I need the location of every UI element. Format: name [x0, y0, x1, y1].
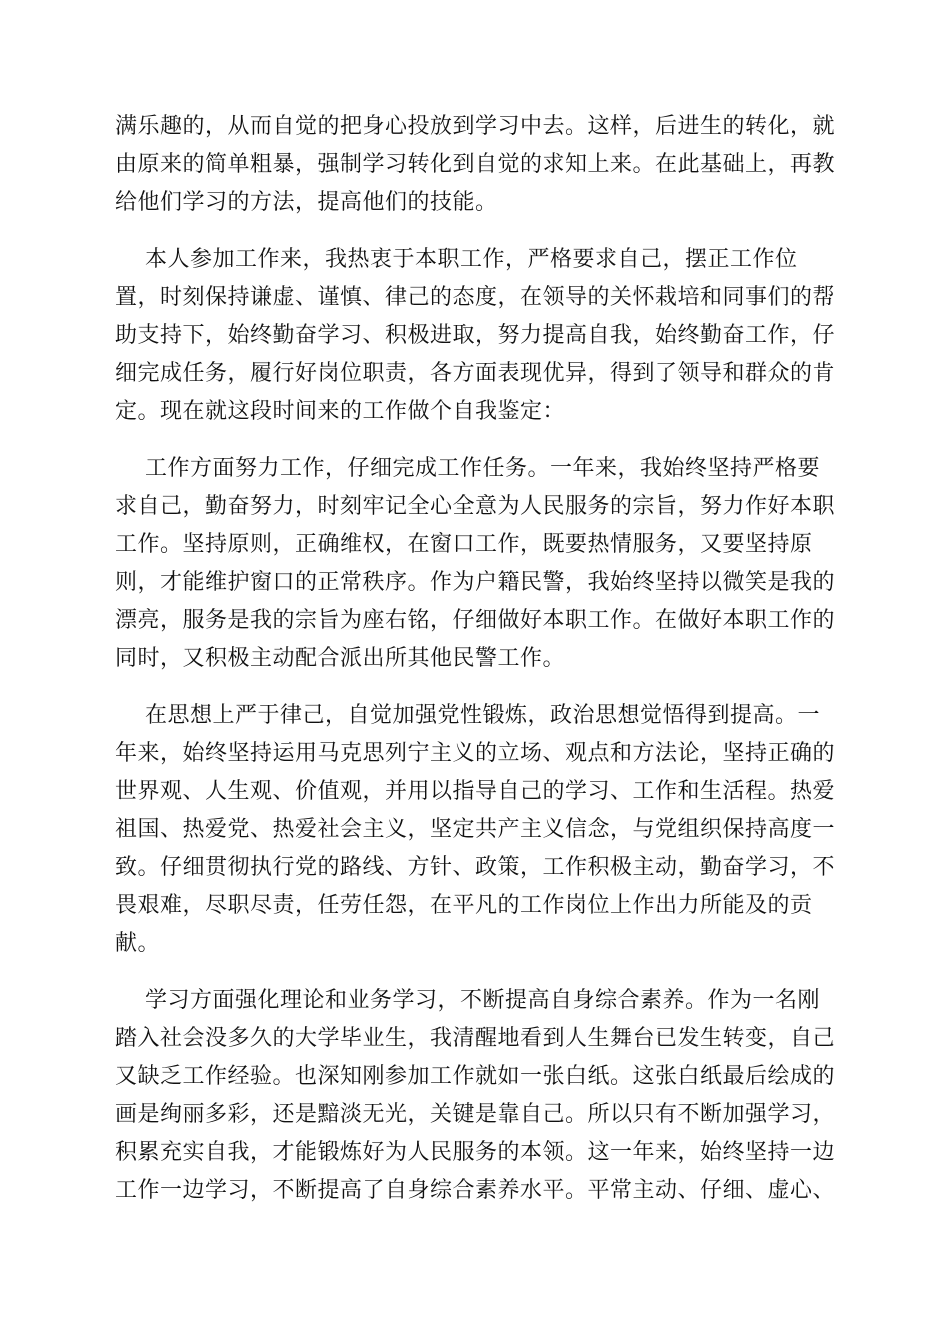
- text-line: 置，时刻保持谦虚、谨慎、律己的态度，在领导的关怀栽培和同事们的帮: [115, 285, 836, 310]
- text-line: 工作方面努力工作，仔细完成工作任务。一年来，我始终坚持严格要: [115, 456, 820, 481]
- text-line: 世界观、人生观、价值观，并用以指导自己的学习、工作和生活程。热爱: [115, 779, 836, 804]
- paragraph-1: [115, 108, 835, 222]
- text-line: 积累充实自我，才能锻炼好为人民服务的本领。这一年来，始终坚持一边: [115, 1140, 836, 1165]
- text-line: 年来，始终坚持运用马克思列宁主义的立场、观点和方法论，坚持正确的: [115, 741, 836, 766]
- text-line: 学习方面强化理论和业务学习，不断提高自身综合素养。作为一名刚: [115, 988, 820, 1013]
- document-page: [115, 108, 835, 1229]
- text-line: 工作一边学习，不断提高了自身综合素养水平。平常主动、仔细、虚心、: [115, 1178, 836, 1203]
- text-line: 工作。坚持原则，正确维权，在窗口工作，既要热情服务，又要坚持原: [115, 532, 813, 557]
- text-line: 细完成任务，履行好岗位职责，各方面表现优异，得到了领导和群众的肯: [115, 361, 836, 386]
- text-line: 求自己，勤奋努力，时刻牢记全心全意为人民服务的宗旨，努力作好本职: [115, 494, 836, 519]
- text-line: 致。仔细贯彻执行党的路线、方针、政策，工作积极主动，勤奋学习，不: [115, 855, 836, 880]
- paragraph-2: [115, 241, 835, 431]
- text-line: 画是绚丽多彩，还是黯淡无光，关键是靠自己。所以只有不断加强学习，: [115, 1102, 836, 1127]
- text-line: 同时，又积极主动配合派出所其他民警工作。: [115, 646, 566, 671]
- text-line: 则，才能维护窗口的正常秩序。作为户籍民警，我始终坚持以微笑是我的: [115, 570, 836, 595]
- text-line: 定。现在就这段时间来的工作做个自我鉴定：: [115, 399, 566, 424]
- text-line: 本人参加工作来，我热衷于本职工作，严格要求自己，摆正工作位: [115, 247, 798, 272]
- text-line: 又缺乏工作经验。也深知刚参加工作就如一张白纸。这张白纸最后绘成的: [115, 1064, 836, 1089]
- text-line: 漂亮，服务是我的宗旨为座右铭，仔细做好本职工作。在做好本职工作的: [115, 608, 836, 633]
- paragraph-5: [115, 982, 835, 1210]
- text-line: 给他们学习的方法，提高他们的技能。: [115, 190, 498, 215]
- text-line: 献。: [115, 931, 161, 956]
- text-line: 祖国、热爱党、热爱社会主义，坚定共产主义信念，与党组织保持高度一: [115, 817, 836, 842]
- text-line: 畏艰难，尽职尽责，任劳任怨，在平凡的工作岗位上作出力所能及的贡: [115, 893, 813, 918]
- text-line: 满乐趣的，从而自觉的把身心投放到学习中去。这样，后进生的转化，就: [115, 114, 836, 139]
- text-line: 助支持下，始终勤奋学习、积极进取，努力提高自我，始终勤奋工作，仔: [115, 323, 836, 348]
- text-line: 在思想上严于律己，自觉加强党性锻炼，政治思想觉悟得到提高。一: [115, 703, 820, 728]
- paragraph-3: [115, 450, 835, 678]
- text-line: 由原来的简单粗暴，强制学习转化到自觉的求知上来。在此基础上，再教: [115, 152, 836, 177]
- paragraph-4: [115, 697, 835, 963]
- text-line: 踏入社会没多久的大学毕业生，我清醒地看到人生舞台已发生转变，自己: [115, 1026, 836, 1051]
